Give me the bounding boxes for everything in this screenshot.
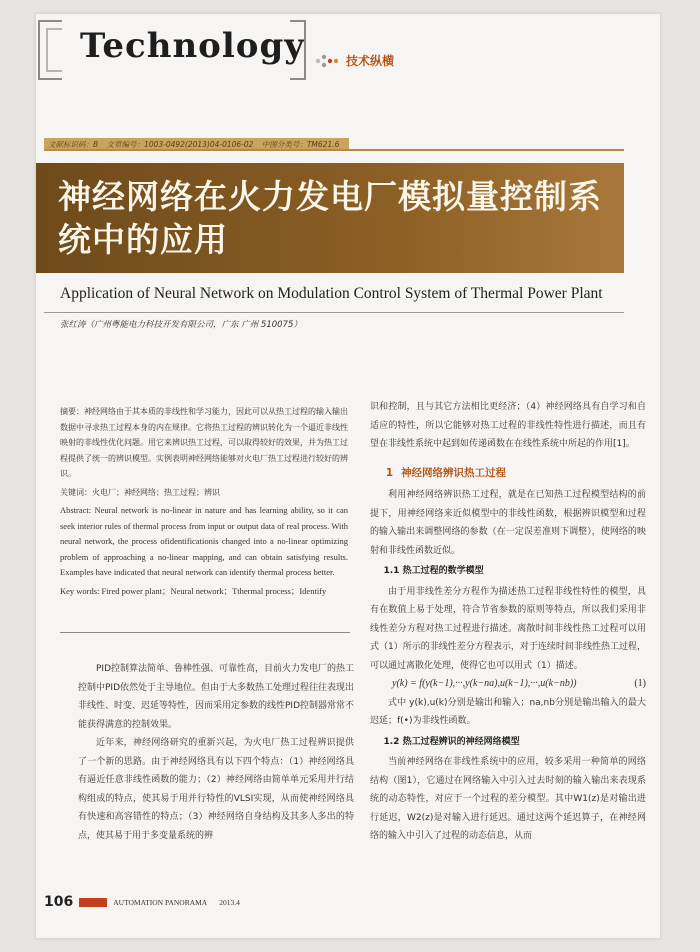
paragraph: 近年来，神经网络研究的重新兴起，为火电厂热工过程辨识提供了一个新的思路。由于神经网络具有以下四个特点：（1）神经网络具有逼近任意非线性函数的能力；（2）神经网络由简单单元采用并行结构组成的特点，使其易于用并行特性的VLSI实现，从而使神经网络具有快速和高容错性的特点；（3）神经网络自身结构及其多人多出的特点，使其易于用于多变量系统的辨 (78, 738, 354, 841)
subsection-heading: 1.2 热工过程辨识的神经网络模型 (383, 736, 520, 747)
section-heading (370, 464, 646, 483)
tech-column-title: Technology (80, 26, 305, 66)
paragraph: 由于用非线性差分方程作为描述热工过程非线性特性的模型，具有在数值上易于处理，符合节省参数的原则等特点，所以我们采用非线性差分方程对热工过程进行描述。离散时间非线性热工过程可以用式（1）所示的非线性差分方程表示，对于连续时间非线性热工过程，可以通过离散化处理，使得它也可以用式（1）描述。 (370, 586, 646, 671)
paragraph: 式中 y(k),u(k)分别是输出和输入；na,nb分别是输出输入的最大迟延；f(•)为非线性函数。 (370, 697, 646, 726)
title-divider (44, 312, 624, 313)
paragraph: 当前神经网络在非线性系统中的应用，较多采用一种简单的网络结构（图1），它通过在网络输入中引入过去时刻的输入输出来表现系统的动态特性，对应于一个过程的差分模型。其中W1(z)是对输出进行延迟，W2(z)是对输入进行延迟。通过这两个延迟算子，在神经网络的输入中引入了过程的动态信息，从而 (370, 757, 646, 841)
page-number: 106 (44, 894, 74, 910)
class-number: 中图分类号：TM621.6 (261, 140, 340, 149)
doc-code: 文献标识码：B (48, 140, 99, 149)
section-heading-text: 神经网络辨识热工过程 (401, 466, 507, 479)
section-label: 技术纵横 (346, 54, 395, 68)
meta-divider (44, 149, 624, 151)
article-number: 文章编号：1003-0492(2013)04-0106-02 (106, 140, 254, 149)
magazine-logo (79, 898, 107, 907)
body-column-right (370, 398, 646, 846)
subsection-heading: 1.1 热工过程的数学模型 (383, 566, 484, 576)
keywords-en: Key words: Fired power plant；Neural network；Tthermal process；Identify (60, 585, 327, 596)
paragraph: 利用神经网络辨识热工过程，就是在已知热工过程模型结构的前提下，用神经网络来近似模型中的非线性函数，根据辨识模型和过程的输入输出来调整网络的参数（在一定误差准则下调整），使网络的映射和非线性函数近似。 (370, 490, 646, 556)
magazine-name: AUTOMATION PANORAMA (113, 897, 208, 907)
keywords-cn: 关键词：火电厂；神经网络；热工过程；辨识 (60, 487, 220, 497)
equation-body: y(k) = f(y(k−1),···,y(k−na),u(k−1),···,u(k−nb)) (392, 678, 577, 689)
abstract-en: Abstract: Neural network is no-linear in nature and has learning ability, so it can seek interior rules of thermal process from input or output data of real process. With neural network, the process ofidentificationis changed into a no-linear optimizing problem of approaching a no-linear mapping, and can obtain satisfying results. Examples have indicated that neural network can identify thermal process better. (60, 505, 348, 577)
chevron-dots-icon (314, 52, 342, 70)
magazine-issue: 2013.4 (219, 897, 240, 907)
title-banner (36, 163, 624, 273)
author-line: 张红涛（广州粤能电力科技开发有限公司，广东 广州 510075） (60, 320, 302, 330)
article-title-cn: 神经网络在火力发电厂模拟量控制系统中的应用 (58, 177, 602, 259)
equation-number: (1) (634, 678, 646, 689)
equation (370, 675, 646, 694)
paragraph: PID控制算法简单、鲁棒性强、可靠性高，目前火力发电厂的热工控制中PID依然处于主导地位。但由于大多数热工处理过程往往表现出非线性、时变、迟延等特性，因而采用定参数的线性PID控制器常常不能获得满意的控制效果。 (78, 664, 355, 730)
section-number: 1 (385, 466, 394, 479)
tech-bracket-right (290, 20, 306, 80)
article-title-en: Application of Neural Network on Modulation Control System of Thermal Power Plant (60, 285, 603, 302)
abstract-cn: 摘要：神经网络由于其本质的非线性和学习能力，因此可以从热工过程的输入输出数据中寻求热工过程本身的内在规律。它将热工过程的辨识转化为一个逼近非线性映射的非线性优化问题。用它来辨识热工过程，可以取得较好的效果，并为热工过程提供了统一的辨识模型。实例表明神经网络能够对火电厂热工过程进行较好的辨识。 (60, 407, 348, 478)
paragraph: 识和控制，且与其它方法相比更经济；（4）神经网络具有自学习和自适应的特性，所以它能够对热工过程的非线性特性进行描述，而且有望在非线性系统中起到如传递函数在在线性系统中所起的作用[1]。 (370, 402, 646, 449)
tech-bracket-left-inner (46, 28, 62, 72)
body-column-left (78, 660, 354, 845)
abstract-block (60, 404, 348, 602)
page-footer (44, 894, 240, 910)
abstract-divider (60, 632, 350, 633)
